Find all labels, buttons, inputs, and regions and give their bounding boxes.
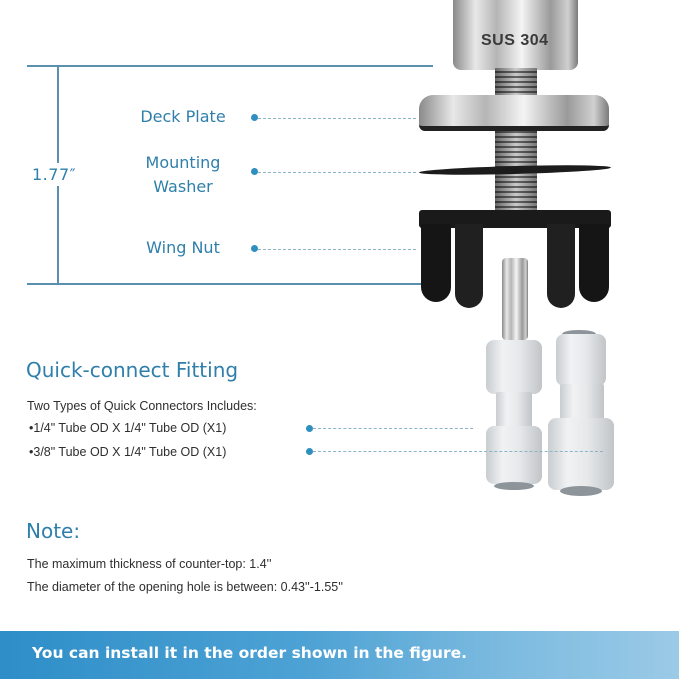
quick-connect-title: Quick-connect Fitting: [26, 358, 239, 382]
instruction-banner-text: You can install it in the order shown in the figure.: [32, 644, 467, 662]
fitting-2-leader-line: [313, 451, 603, 452]
note-line-2: The diameter of the opening hole is between: 0.43''-1.55'': [27, 580, 344, 594]
fitting-quarter-by-quarter: [486, 340, 542, 394]
mounting-washer-label-line1: Mounting: [145, 153, 221, 172]
faucet-illustration: [410, 0, 630, 340]
deck-plate-leader-line: [258, 118, 416, 119]
fitting-1-pointer-dot: [306, 425, 313, 432]
fitting-three-eighths-by-quarter: [556, 334, 606, 386]
dimension-label: 1.77″: [32, 165, 77, 184]
fitting-1-leader-line: [313, 428, 473, 429]
wing-nut-leader-line: [258, 249, 416, 250]
threaded-rod: [495, 68, 537, 216]
quick-connect-fittings-illustration: [478, 330, 618, 500]
note-title: Note:: [26, 519, 81, 543]
mounting-washer-label-line2: Washer: [153, 177, 213, 196]
deck-plate: [419, 95, 609, 131]
deck-plate-label: Deck Plate: [140, 107, 226, 126]
washer-pointer-dot: [251, 168, 258, 175]
wing-nut-label: Wing Nut: [146, 238, 220, 257]
faucet-stamp: SUS 304: [481, 32, 549, 49]
quick-connect-item-2: •3/8" Tube OD X 1/4" Tube OD (X1): [29, 445, 227, 459]
instruction-banner: [0, 631, 679, 679]
washer-leader-line: [258, 172, 416, 173]
faucet-body: [453, 0, 578, 70]
quick-connect-intro: Two Types of Quick Connectors Includes:: [27, 399, 257, 413]
dimension-bottom-line: [27, 283, 433, 285]
dimension-top-line: [27, 65, 433, 67]
fitting-2-pointer-dot: [306, 448, 313, 455]
note-line-1: The maximum thickness of counter-top: 1.4'': [27, 557, 272, 571]
quick-connect-item-1: •1/4" Tube OD X 1/4" Tube OD (X1): [29, 421, 227, 435]
wing-nut-pointer-dot: [251, 245, 258, 252]
inlet-stem: [502, 258, 528, 340]
deck-plate-pointer-dot: [251, 114, 258, 121]
mounting-washer-label: [128, 151, 238, 199]
